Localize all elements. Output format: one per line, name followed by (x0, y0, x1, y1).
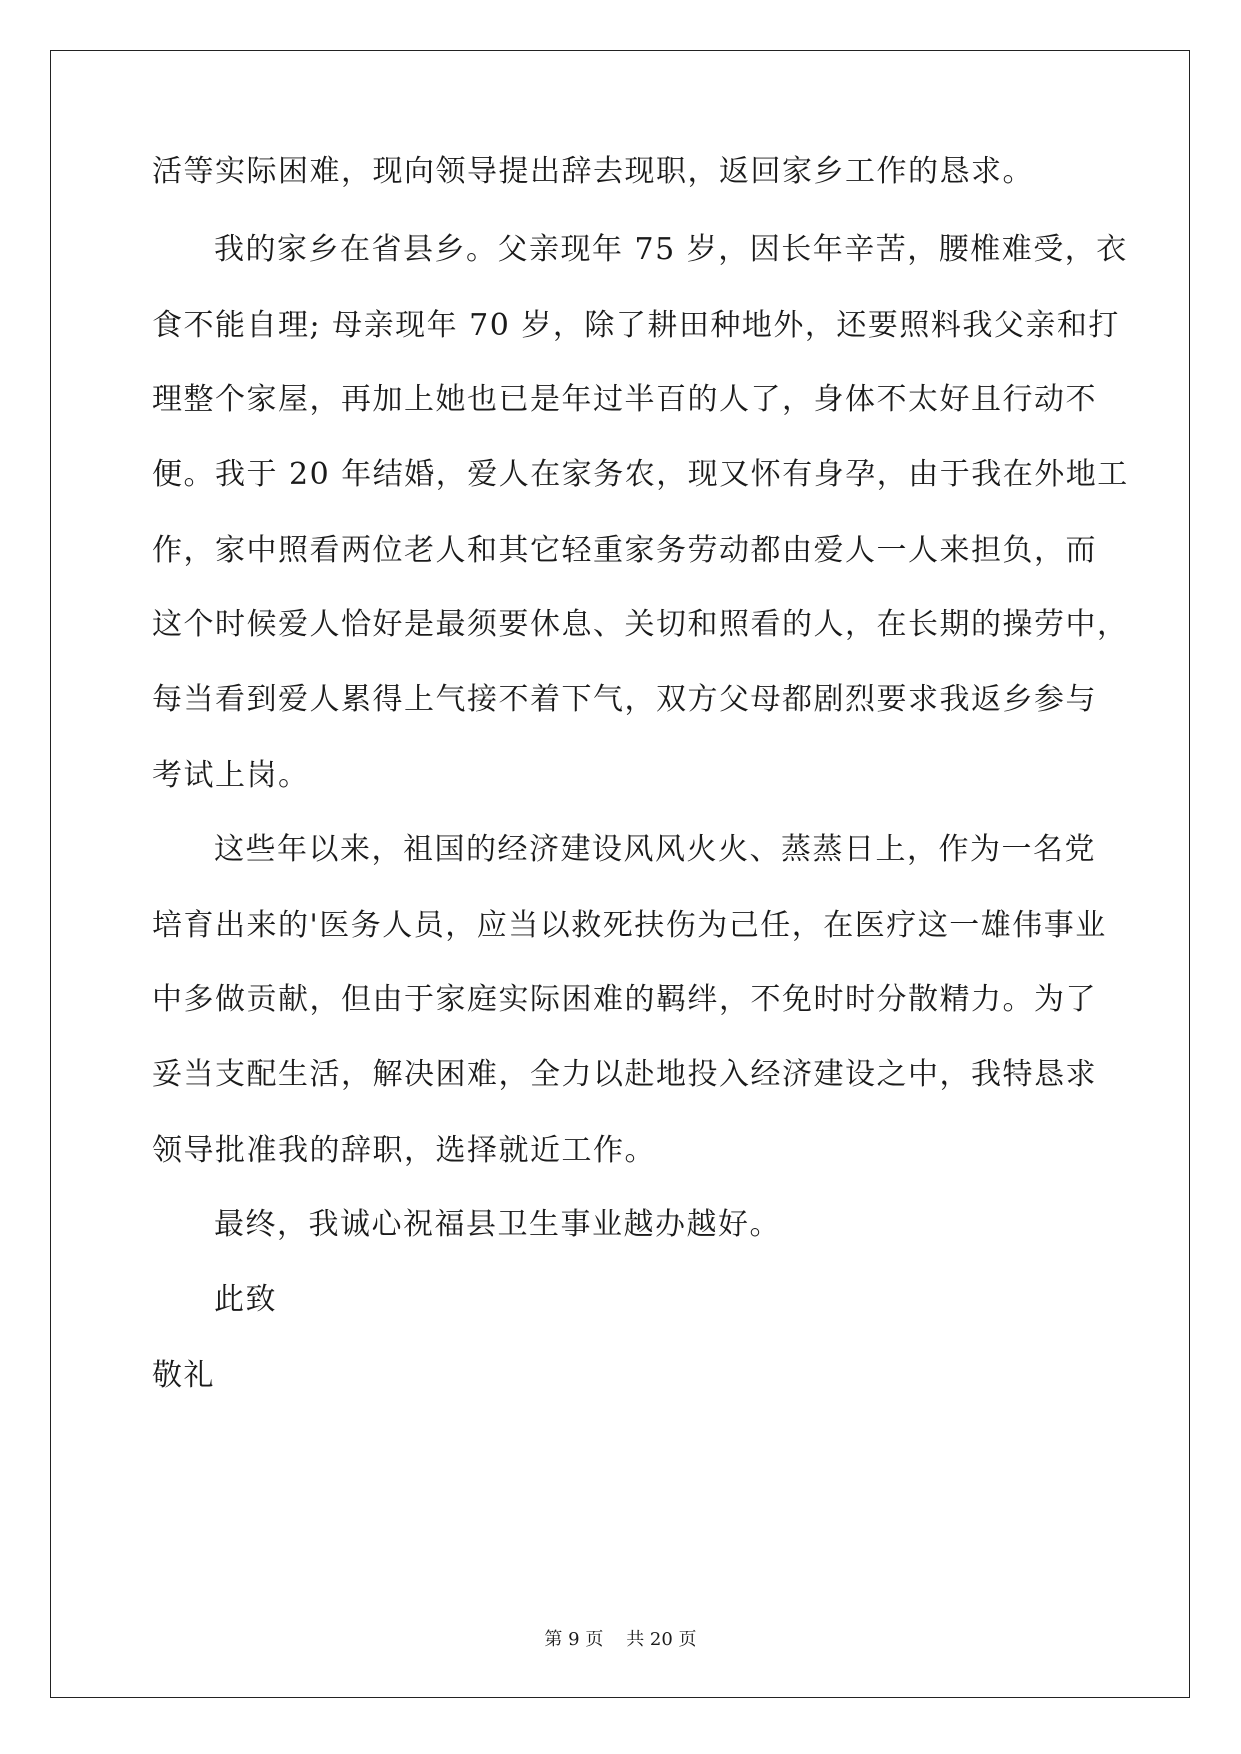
text-line: 食不能自理; 母亲现年 70 岁，除了耕田种地外，还要照料我父亲和打 (152, 308, 1120, 343)
text-line: 便。我于 20 年结婚，爱人在家务农，现又怀有身孕，由于我在外地工 (152, 457, 1129, 492)
text-line: 中多做贡献，但由于家庭实际困难的羁绊，不免时时分散精力。为了 (152, 982, 1097, 1017)
page-number-footer: 第 9 页 共 20 页 (544, 1629, 697, 1650)
text-line: 这些年以来，祖国的经济建设风风火火、蒸蒸日上，作为一名党 (214, 832, 1096, 867)
page-border (50, 50, 1190, 1698)
salutation-regards: 敬礼 (152, 1358, 215, 1393)
text-line: 我的家乡在省县乡。父亲现年 75 岁，因长年辛苦，腰椎难受，衣 (214, 232, 1128, 267)
text-line: 考试上岗。 (152, 758, 310, 793)
text-line: 作，家中照看两位老人和其它轻重家务劳动都由爱人一人来担负，而 (152, 533, 1097, 568)
text-line: 这个时候爱人恰好是最须要休息、关切和照看的人，在长期的操劳中， (152, 607, 1129, 642)
text-line: 最终，我诚心祝福县卫生事业越办越好。 (214, 1207, 781, 1242)
text-line: 理整个家屋，再加上她也已是年过半百的人了，身体不太好且行动不 (152, 382, 1097, 417)
text-line: 领导批准我的辞职，选择就近工作。 (152, 1133, 656, 1168)
text-line: 活等实际困难，现向领导提出辞去现职，返回家乡工作的恳求。 (152, 154, 1034, 189)
text-line: 培育出来的'医务人员，应当以救死扶伤为己任，在医疗这一雄伟事业 (152, 908, 1107, 943)
text-line: 妥当支配生活，解决困难，全力以赴地投入经济建设之中，我特恳求 (152, 1057, 1097, 1092)
salutation-closing: 此致 (214, 1282, 277, 1317)
text-line: 每当看到爱人累得上气接不着下气，双方父母都剧烈要求我返乡参与 (152, 682, 1097, 717)
